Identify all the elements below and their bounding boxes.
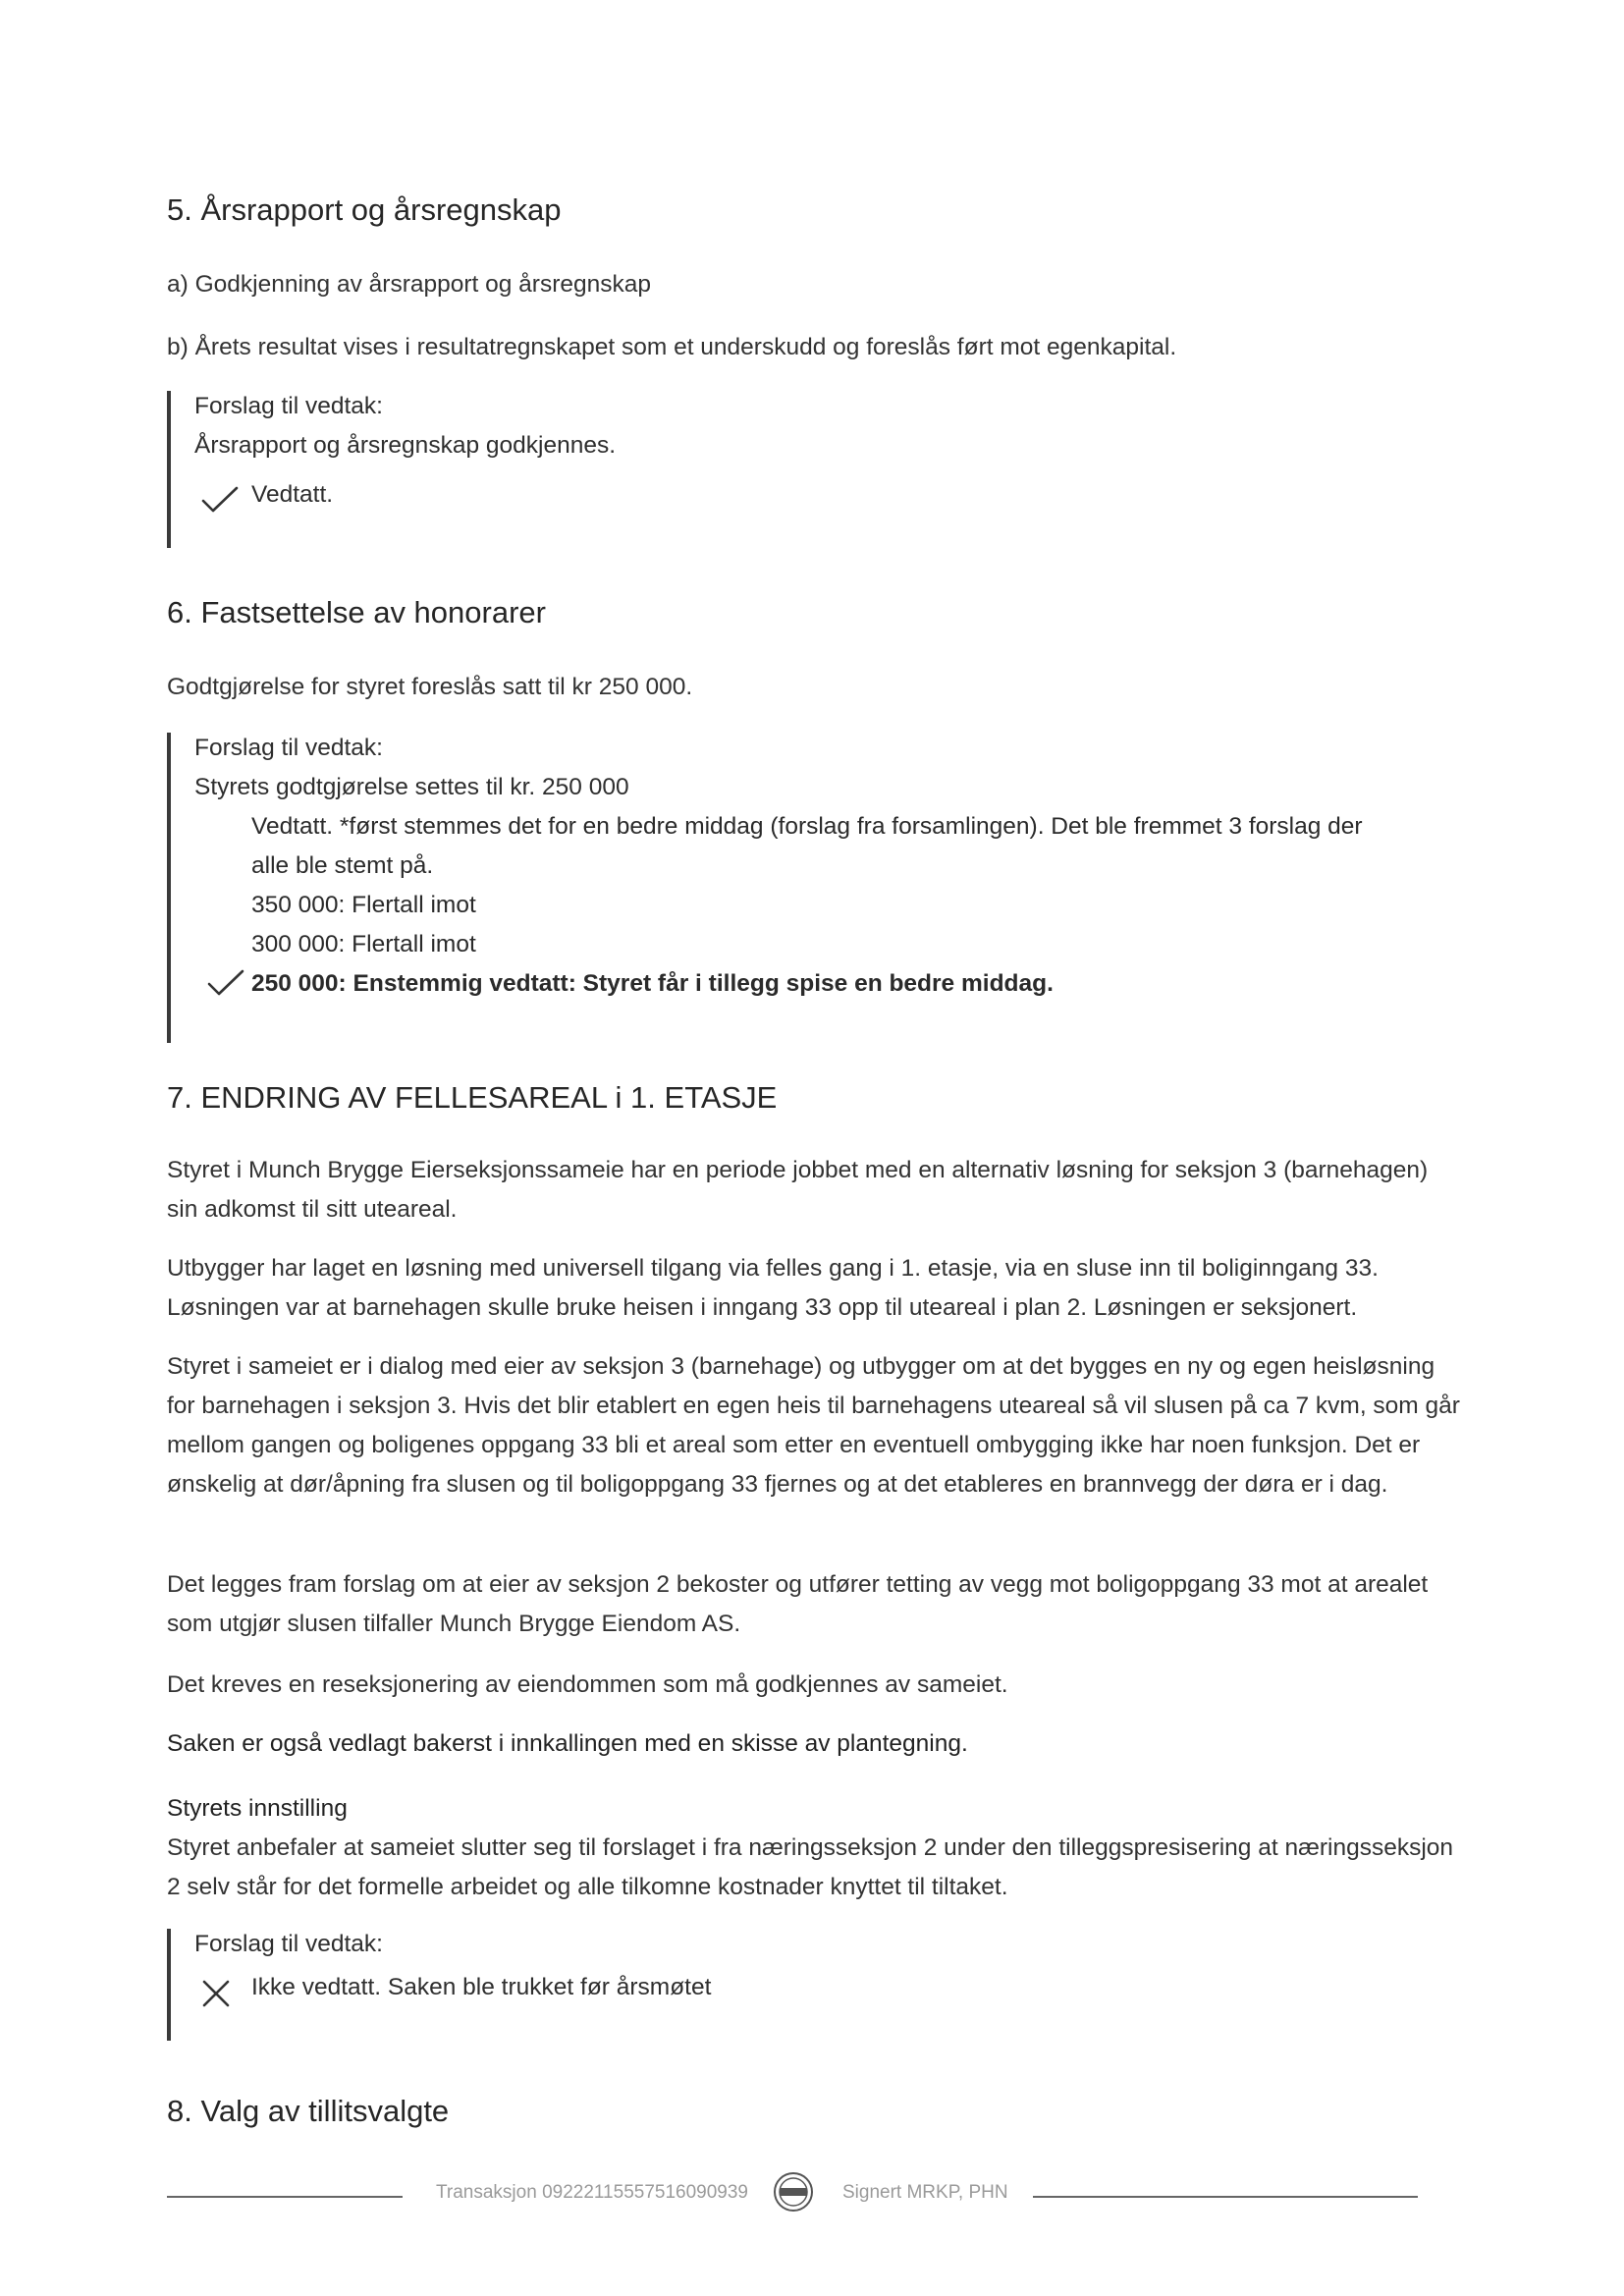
section-6-decision-box bbox=[167, 733, 1363, 1043]
proposal-label: Forslag til vedtak: bbox=[194, 393, 383, 419]
result-text-line-1: Vedtatt. *først stemmes det for en bedre middag (forslag fra forsamlingen). Det ble fremmet 3 forslag der bbox=[251, 813, 1363, 840]
section-5-item-b: b) Årets resultat vises i resultatregnskapet som et underskudd og foreslås ført mot egenkapital. bbox=[167, 334, 1177, 360]
check-icon bbox=[200, 485, 240, 515]
result-text: Vedtatt. bbox=[251, 481, 334, 508]
footer-signed: Signert MRKP, PHN bbox=[842, 2182, 1008, 2203]
section-8-heading: 8. Valg av tillitsvalgte bbox=[167, 2094, 450, 2128]
section-7-paragraph-5: Det kreves en reseksjonering av eiendommen som må godkjennes av sameiet. bbox=[167, 1671, 1008, 1698]
vote-350000: 350 000: Flertall imot bbox=[251, 892, 476, 918]
proposal-label: Forslag til vedtak: bbox=[194, 735, 383, 761]
section-7-paragraph-2: Utbygger har laget en løsning med universell tilgang via felles gang i 1. etasje, via en sluse inn til boliginngang 33. Løsningen var at barnehagen skulle bruke heisen i inngang 33 opp til uteareal i plan 2. Løsningen er seksjonert. bbox=[167, 1255, 1379, 1321]
result-text: Ikke vedtatt. Saken ble trukket før årsmøtet bbox=[251, 1974, 712, 2000]
section-7-paragraph-4: Det legges fram forslag om at eier av seksjon 2 bekoster og utfører tetting av vegg mot boligoppgang 33 mot at arealet som utgjør slusen tilfaller Munch Brygge Eiendom AS. bbox=[167, 1571, 1429, 1637]
proposal-label: Forslag til vedtak: bbox=[194, 1931, 383, 1957]
check-icon bbox=[206, 968, 245, 998]
section-6-heading: 6. Fastsettelse av honorarer bbox=[167, 595, 546, 629]
cross-icon bbox=[200, 1978, 232, 2009]
proposal-text: Styrets godtgjørelse settes til kr. 250 000 bbox=[194, 774, 629, 800]
section-6-intro: Godtgjørelse for styret foreslås satt til kr 250 000. bbox=[167, 674, 693, 700]
section-5-heading: 5. Årsrapport og årsregnskap bbox=[167, 192, 562, 227]
section-7-paragraph-6: Saken er også vedlagt bakerst i innkallingen med en skisse av plantegning. bbox=[167, 1730, 968, 1757]
vote-250000: 250 000: Enstemmig vedtatt: Styret får i tillegg spise en bedre middag. bbox=[251, 970, 1054, 997]
section-7-decision-box bbox=[167, 1929, 712, 2041]
board-recommendation-label: Styrets innstilling bbox=[167, 1795, 348, 1822]
signing-seal-icon bbox=[772, 2170, 815, 2214]
proposal-text: Årsrapport og årsregnskap godkjennes. bbox=[194, 432, 617, 459]
board-recommendation-text: Styret anbefaler at sameiet slutter seg til forslaget i fra næringsseksjon 2 under den tilleggspresisering at næringsseksjon 2 selv står for det formelle arbeidet og alle tilkomne kostnader knyttet til tiltaket. bbox=[167, 1834, 1454, 1900]
section-7-paragraph-3: Styret i sameiet er i dialog med eier av seksjon 3 (barnehage) og utbygger om at det bygges en ny og egen heisløsning for barnehagen i seksjon 3. Hvis det blir etablert en egen heis til barnehagens uteareal så vil slusen på ca 7 kvm, som går mellom gangen og boligenes oppgang 33 bli et areal som etter en eventuell ombygging ikke har noen funksjon. Det er ønskelig at dør/åpning fra slusen og til boligoppgang 33 fjernes og at det etableres en brannvegg der døra er i dag. bbox=[167, 1353, 1460, 1498]
section-5-item-a: a) Godkjenning av årsrapport og årsregnskap bbox=[167, 271, 652, 298]
result-text-line-2: alle ble stemt på. bbox=[251, 852, 434, 879]
section-7-heading: 7. ENDRING AV FELLESAREAL i 1. ETASJE bbox=[167, 1080, 778, 1115]
footer-rule-right bbox=[1033, 2196, 1418, 2198]
section-5-decision-box bbox=[167, 391, 617, 548]
section-7-paragraph-1: Styret i Munch Brygge Eierseksjonssameie har en periode jobbet med en alternativ løsning for seksjon 3 (barnehagen) sin adkomst til sitt uteareal. bbox=[167, 1157, 1429, 1223]
footer-transaction: Transaksjon 09222115557516090939 bbox=[436, 2182, 748, 2203]
footer-rule-left bbox=[167, 2196, 403, 2198]
vote-300000: 300 000: Flertall imot bbox=[251, 931, 476, 957]
